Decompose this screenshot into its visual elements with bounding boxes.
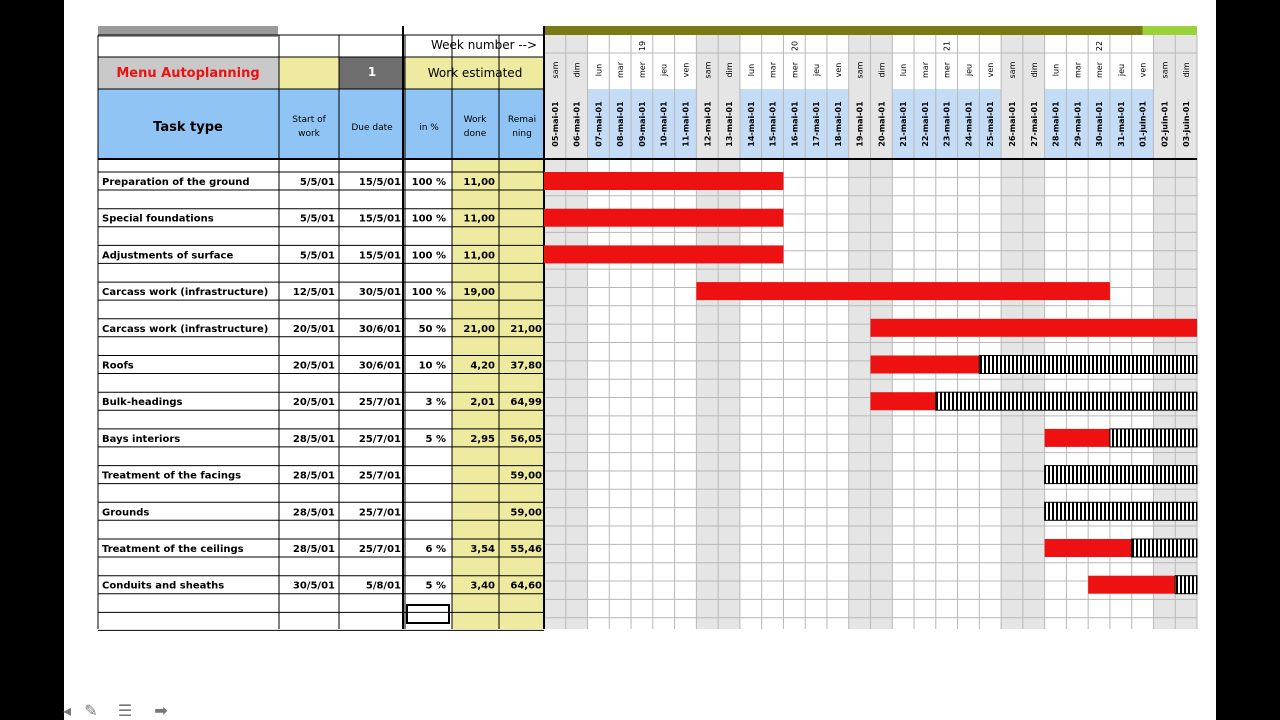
task-percent[interactable]: 6 % xyxy=(425,544,446,555)
day-of-week-label: dim xyxy=(877,62,887,78)
date-label: 14-mai-01 xyxy=(746,101,756,147)
date-label: 25-mai-01 xyxy=(986,101,996,147)
counter-value: 1 xyxy=(367,65,377,79)
date-label: 21-mai-01 xyxy=(899,101,909,147)
day-of-week-label: dim xyxy=(1029,62,1039,78)
column-header-due: Due date xyxy=(351,123,393,133)
arrow-right-icon[interactable]: ➡ xyxy=(154,700,168,720)
remaining-bar xyxy=(1175,576,1197,594)
week-number-label: 21 xyxy=(942,40,952,52)
day-of-week-label: jeu xyxy=(812,63,822,77)
task-work-done[interactable]: 21,00 xyxy=(463,323,495,335)
task-remaining[interactable]: 37,80 xyxy=(510,360,542,372)
work-estimated-label: Work estimated xyxy=(427,66,523,80)
date-label: 11-mai-01 xyxy=(681,101,691,147)
task-due-date[interactable]: 15/5/01 xyxy=(358,177,401,188)
task-start-date[interactable]: 12/5/01 xyxy=(292,287,335,299)
task-due-date[interactable]: 5/8/01 xyxy=(365,580,401,592)
task-name[interactable]: Grounds xyxy=(102,507,150,519)
date-label: 17-mai-01 xyxy=(812,101,822,147)
date-label: 12-mai-01 xyxy=(703,101,713,147)
remaining-bar xyxy=(1045,502,1197,520)
remaining-bar xyxy=(1132,539,1197,557)
progress-bar xyxy=(1045,539,1132,557)
pencil-icon[interactable]: ✎ xyxy=(84,700,98,720)
task-due-date[interactable]: 25/7/01 xyxy=(358,544,401,555)
day-of-week-label: jeu xyxy=(659,63,669,77)
date-label: 26-mai-01 xyxy=(1007,101,1017,147)
task-work-done[interactable]: 3,40 xyxy=(470,580,495,592)
date-label: 23-mai-01 xyxy=(942,101,952,147)
task-due-date[interactable]: 30/6/01 xyxy=(358,360,401,372)
task-due-date[interactable]: 25/7/01 xyxy=(358,507,401,519)
task-start-date[interactable]: 28/5/01 xyxy=(292,507,335,519)
remaining-column xyxy=(499,159,544,629)
column-header-done: Work xyxy=(463,115,487,125)
date-label: 03-juin-01 xyxy=(1182,101,1192,147)
column-header-start: Start of xyxy=(292,115,326,125)
task-percent[interactable]: 100 % xyxy=(411,213,446,225)
task-name[interactable]: Special foundations xyxy=(102,213,214,225)
task-name[interactable]: Preparation of the ground xyxy=(102,177,250,188)
task-work-done[interactable]: 19,00 xyxy=(463,287,495,299)
day-of-week-label: mer xyxy=(637,61,647,79)
date-label: 18-mai-01 xyxy=(833,101,843,147)
date-label: 19-mai-01 xyxy=(855,101,865,147)
column-header-remaining: ning xyxy=(512,129,532,139)
task-work-done[interactable]: 11,00 xyxy=(463,177,495,188)
progress-bar xyxy=(544,245,783,263)
date-label: 02-juin-01 xyxy=(1160,101,1170,147)
week-number-label: 22 xyxy=(1095,40,1105,52)
input-cell xyxy=(279,57,339,89)
task-percent[interactable]: 3 % xyxy=(425,397,446,409)
menu-autoplanning-label[interactable]: Menu Autoplanning xyxy=(116,66,260,81)
task-start-date[interactable]: 20/5/01 xyxy=(292,360,335,372)
task-name[interactable]: Carcass work (infrastructure) xyxy=(102,323,269,335)
task-due-date[interactable]: 30/5/01 xyxy=(358,287,401,299)
day-of-week-label: sam xyxy=(855,61,865,79)
task-due-date[interactable]: 25/7/01 xyxy=(358,397,401,409)
task-due-date[interactable]: 15/5/01 xyxy=(358,250,401,262)
day-of-week-label: mar xyxy=(616,62,626,78)
date-label: 05-mai-01 xyxy=(550,101,560,147)
task-work-done[interactable]: 2,95 xyxy=(470,433,495,445)
task-remaining[interactable]: 56,05 xyxy=(510,433,542,445)
day-of-week-label: lun xyxy=(899,63,909,77)
selected-cell[interactable] xyxy=(407,605,449,623)
day-of-week-label: mar xyxy=(1073,62,1083,78)
spreadsheet xyxy=(64,0,1216,720)
column-header-remaining: Remai xyxy=(507,115,537,125)
task-name[interactable]: Treatment of the facings xyxy=(102,470,242,482)
date-label: 27-mai-01 xyxy=(1029,101,1039,147)
lines-icon[interactable]: ☰ xyxy=(117,700,133,720)
date-label: 24-mai-01 xyxy=(964,101,974,147)
week-number-label: 19 xyxy=(637,40,647,52)
cursor-tool-icon[interactable]: ◂ xyxy=(62,700,72,720)
day-of-week-label: sam xyxy=(550,61,560,79)
date-label: 28-mai-01 xyxy=(1051,101,1061,147)
task-due-date[interactable]: 25/7/01 xyxy=(358,470,401,482)
task-start-date[interactable]: 20/5/01 xyxy=(292,323,335,335)
task-start-date[interactable]: 5/5/01 xyxy=(299,213,335,225)
date-label: 15-mai-01 xyxy=(768,101,778,147)
task-start-date[interactable]: 5/5/01 xyxy=(299,250,335,262)
day-of-week-label: ven xyxy=(986,62,996,78)
task-percent[interactable]: 100 % xyxy=(411,177,446,188)
task-work-done[interactable]: 11,00 xyxy=(463,250,495,262)
day-of-week-label: ven xyxy=(833,62,843,78)
task-remaining[interactable]: 59,00 xyxy=(510,507,542,519)
remaining-bar xyxy=(1110,429,1197,447)
day-of-week-label: dim xyxy=(1182,62,1192,78)
date-label: 10-mai-01 xyxy=(659,101,669,147)
task-percent[interactable]: 10 % xyxy=(418,360,446,372)
task-start-date[interactable]: 5/5/01 xyxy=(299,177,335,188)
day-of-week-label: mer xyxy=(942,61,952,79)
progress-bar xyxy=(1088,576,1175,594)
date-label: 07-mai-01 xyxy=(594,101,604,147)
task-work-done[interactable]: 11,00 xyxy=(463,213,495,225)
day-of-week-label: lun xyxy=(746,63,756,77)
task-percent[interactable]: 5 % xyxy=(425,433,446,445)
task-start-date[interactable]: 20/5/01 xyxy=(292,397,335,409)
date-label: 29-mai-01 xyxy=(1073,101,1083,147)
day-of-week-label: sam xyxy=(703,61,713,79)
task-percent[interactable]: 100 % xyxy=(411,250,446,262)
task-remaining[interactable]: 55,46 xyxy=(510,544,542,555)
task-start-date[interactable]: 28/5/01 xyxy=(292,433,335,445)
task-due-date[interactable]: 25/7/01 xyxy=(358,433,401,445)
day-of-week-label: sam xyxy=(1160,61,1170,79)
day-of-week-label: jeu xyxy=(964,63,974,77)
day-of-week-label: mer xyxy=(1095,61,1105,79)
progress-bar xyxy=(871,392,936,410)
remaining-bar xyxy=(979,356,1197,374)
progress-bar xyxy=(544,209,783,227)
progress-bar xyxy=(871,356,980,374)
day-of-week-label: lun xyxy=(1051,63,1061,77)
day-of-week-label: jeu xyxy=(1116,63,1126,77)
task-remaining[interactable]: 59,00 xyxy=(510,470,542,482)
day-of-week-label: mar xyxy=(768,62,778,78)
work-done-column xyxy=(452,159,499,629)
task-due-date[interactable]: 30/6/01 xyxy=(358,323,401,335)
task-start-date[interactable]: 28/5/01 xyxy=(292,544,335,555)
task-name[interactable]: Conduits and sheaths xyxy=(102,580,225,592)
column-header-task-type: Task type xyxy=(153,120,223,135)
date-label: 06-mai-01 xyxy=(572,101,582,147)
task-name[interactable]: Bulk-headings xyxy=(102,397,183,409)
remaining-bar xyxy=(936,392,1197,410)
date-label: 20-mai-01 xyxy=(877,101,887,147)
week-band-green xyxy=(1143,26,1197,35)
task-start-date[interactable]: 30/5/01 xyxy=(292,580,335,592)
task-due-date[interactable]: 15/5/01 xyxy=(358,213,401,225)
progress-bar xyxy=(544,172,783,190)
task-work-done[interactable]: 4,20 xyxy=(470,360,495,372)
column-header-pct: in % xyxy=(419,123,439,133)
task-start-date[interactable]: 28/5/01 xyxy=(292,470,335,482)
day-of-week-label: ven xyxy=(1138,62,1148,78)
date-label: 09-mai-01 xyxy=(637,101,647,147)
gantt-sheet xyxy=(64,0,1216,640)
day-of-week-label: sam xyxy=(1007,61,1017,79)
progress-bar xyxy=(871,319,1198,337)
task-percent[interactable]: 5 % xyxy=(425,580,446,592)
day-of-week-label: mar xyxy=(920,62,930,78)
week-number-label: Week number --> xyxy=(431,38,538,52)
column-header-start: work xyxy=(298,129,320,139)
task-percent[interactable]: 50 % xyxy=(418,323,446,335)
date-label: 13-mai-01 xyxy=(725,101,735,147)
progress-bar xyxy=(1045,429,1110,447)
task-percent[interactable]: 100 % xyxy=(411,287,446,299)
task-name[interactable]: Bays interiors xyxy=(102,433,181,445)
date-label: 22-mai-01 xyxy=(920,101,930,147)
task-remaining[interactable]: 64,99 xyxy=(510,397,542,409)
task-name[interactable]: Treatment of the ceilings xyxy=(102,544,244,555)
remaining-bar xyxy=(1045,466,1197,484)
day-of-week-label: dim xyxy=(725,62,735,78)
task-work-done[interactable]: 2,01 xyxy=(470,397,495,409)
date-label: 31-mai-01 xyxy=(1116,101,1126,147)
task-work-done[interactable]: 3,54 xyxy=(470,544,495,555)
day-of-week-label: ven xyxy=(681,62,691,78)
task-remaining[interactable]: 21,00 xyxy=(510,323,542,335)
column-header-done: done xyxy=(463,129,487,139)
week-number-label: 20 xyxy=(790,40,800,52)
week-band xyxy=(544,26,1197,35)
date-label: 16-mai-01 xyxy=(790,101,800,147)
task-name[interactable]: Roofs xyxy=(102,360,134,372)
task-name[interactable]: Adjustments of surface xyxy=(102,250,234,262)
date-label: 01-juin-01 xyxy=(1138,101,1148,147)
progress-bar xyxy=(696,282,1110,300)
date-label: 30-mai-01 xyxy=(1095,101,1105,147)
day-of-week-label: dim xyxy=(572,62,582,78)
task-name[interactable]: Carcass work (infrastructure) xyxy=(102,287,269,299)
date-label: 08-mai-01 xyxy=(616,101,626,147)
day-of-week-label: mer xyxy=(790,61,800,79)
task-remaining[interactable]: 64,60 xyxy=(510,580,542,592)
day-of-week-label: lun xyxy=(594,63,604,77)
